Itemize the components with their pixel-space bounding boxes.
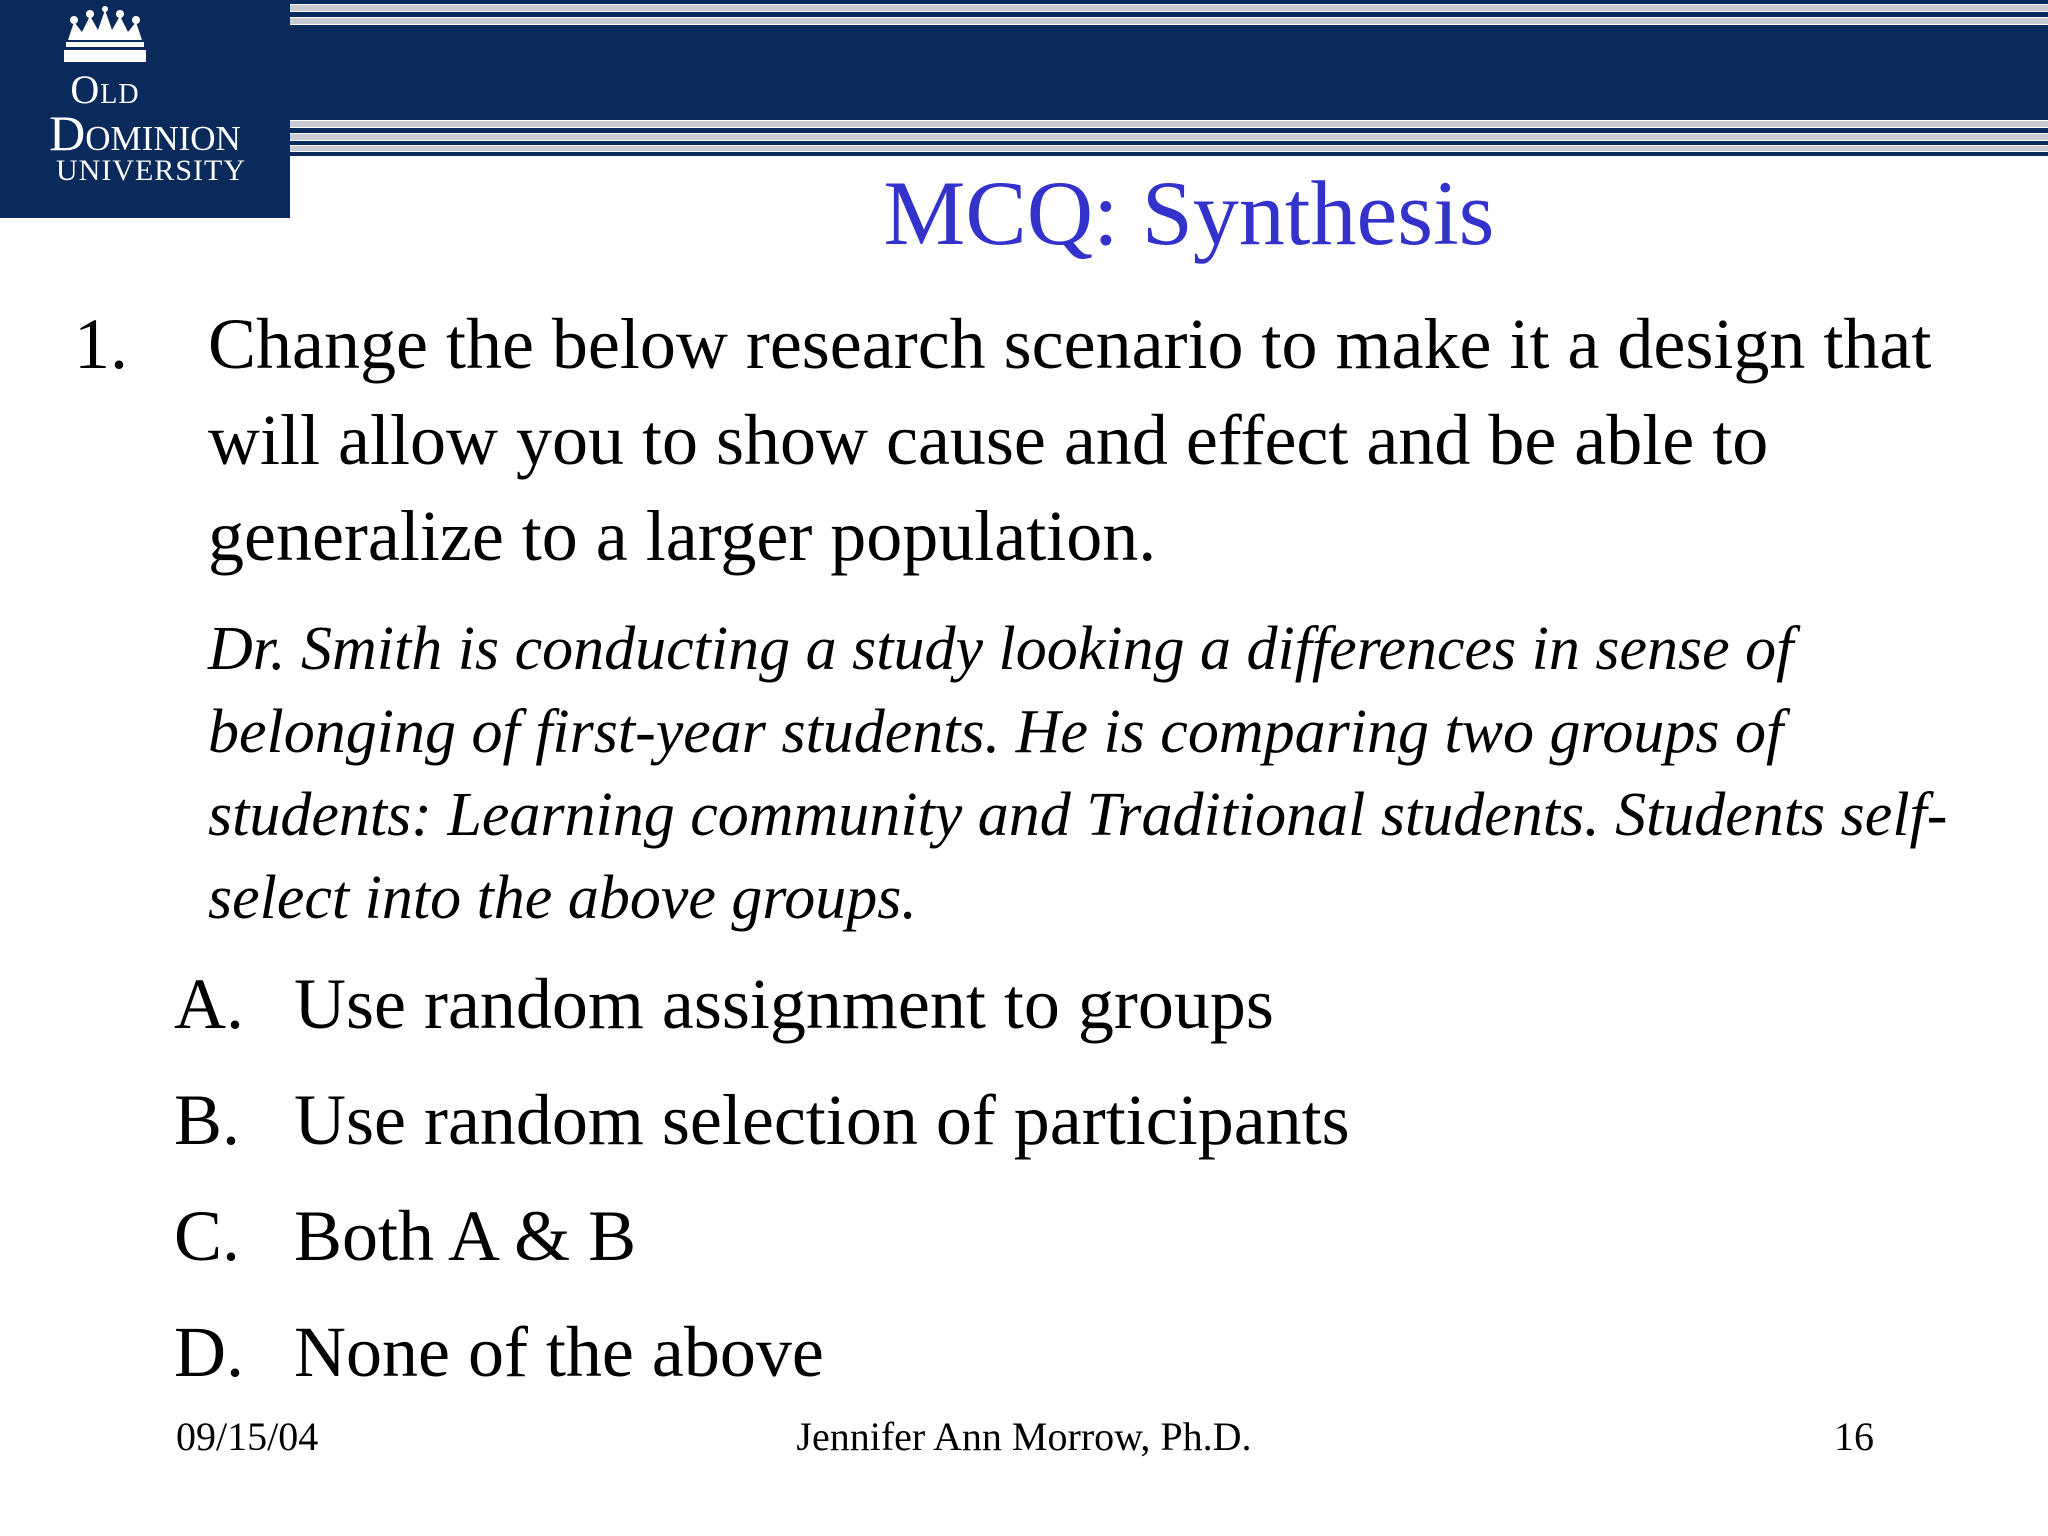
footer-page-number: 16 [1834, 1414, 1874, 1459]
option-c [174, 1188, 636, 1284]
logo-line-dominion: Dominion [49, 105, 241, 161]
question-text: Change the below research scenario to make it a design that will allow you to show cause and effect and be able to generalize to a larger population. [208, 304, 1932, 576]
option-a [174, 956, 1274, 1052]
option-letter: A. [174, 964, 244, 1044]
research-scenario: Dr. Smith is conducting a study looking a differences in sense of belonging of first-year students. He is comparing two groups of students: Learning community and Traditional students. Students self-select into the above groups. [208, 615, 1948, 932]
option-letter: B. [174, 1080, 241, 1160]
option-d [174, 1304, 824, 1400]
university-logo [0, 0, 290, 218]
footer-author: Jennifer Ann Morrow, Ph.D. [796, 1414, 1252, 1459]
crown-icon [60, 6, 150, 64]
option-text: None of the above [294, 1312, 824, 1392]
slide-title: MCQ: Synthesis [883, 162, 1495, 264]
footer-date: 09/15/04 [176, 1414, 319, 1459]
option-b [174, 1072, 1350, 1168]
option-text: Both A & B [294, 1196, 637, 1276]
logo-line-university: UNIVERSITY [56, 154, 246, 187]
header-band [290, 0, 2048, 156]
option-text: Use random assignment to groups [294, 964, 1274, 1044]
question-number: 1. [74, 304, 128, 384]
option-letter: D. [174, 1312, 244, 1392]
option-text: Use random selection of participants [294, 1080, 1350, 1160]
option-letter: C. [174, 1196, 241, 1276]
logo-line-old: Old [70, 67, 140, 112]
